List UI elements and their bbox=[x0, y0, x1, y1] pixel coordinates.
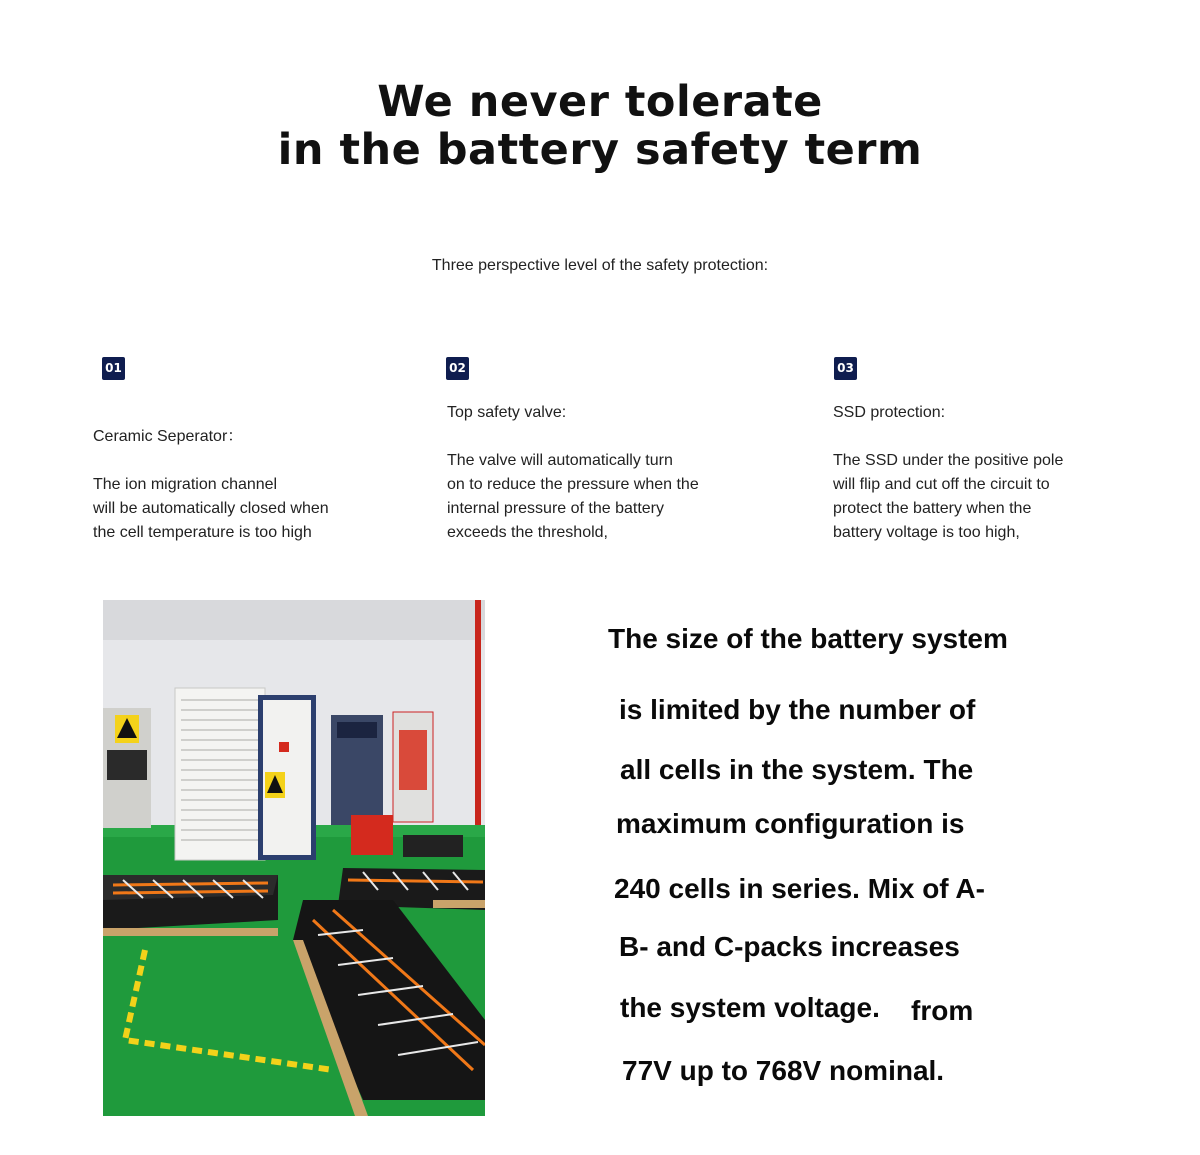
title-line-1: We never tolerate bbox=[377, 77, 823, 127]
feature-3-desc-line: will flip and cut off the circuit to bbox=[833, 476, 1050, 493]
feature-3-description bbox=[833, 449, 1063, 545]
system-text-line-1: The size of the battery system bbox=[608, 623, 1008, 654]
feature-3-desc-line: protect the battery when the bbox=[833, 500, 1032, 517]
system-text-line-7b: from bbox=[911, 995, 974, 1026]
system-text-line-8: 77V up to 768V nominal. bbox=[622, 1055, 945, 1086]
feature-3 bbox=[833, 401, 1063, 545]
feature-1-description bbox=[93, 473, 329, 545]
feature-3-title: SSD protection: bbox=[833, 404, 946, 421]
feature-2-desc-line: exceeds the threshold, bbox=[447, 524, 608, 541]
feature-2-desc-line: The valve will automatically turn bbox=[447, 452, 673, 469]
feature-1 bbox=[93, 425, 329, 545]
feature-3-desc-line: battery voltage is too high, bbox=[833, 524, 1020, 541]
system-text-line-5: 240 cells in series. Mix of A- bbox=[614, 873, 985, 904]
system-text-line-7: the system voltage. bbox=[620, 992, 880, 1023]
page-title bbox=[0, 78, 1200, 174]
system-text-line-4: maximum configuration is bbox=[616, 808, 965, 839]
feature-2 bbox=[447, 401, 699, 545]
feature-1-desc-line: will be automatically closed when bbox=[93, 500, 329, 517]
feature-3-desc-line: The SSD under the positive pole bbox=[833, 452, 1064, 469]
feature-1-desc-line: the cell temperature is too high bbox=[93, 524, 312, 541]
feature-2-desc-line: on to reduce the pressure when the bbox=[447, 476, 699, 493]
feature-2-desc-line: internal pressure of the battery bbox=[447, 500, 665, 517]
feature-1-title: Ceramic Seperator： bbox=[93, 428, 244, 445]
feature-2-number-badge: 02 bbox=[446, 357, 469, 380]
system-text-line-3: all cells in the system. The bbox=[620, 754, 974, 785]
system-text-line-2: is limited by the number of bbox=[619, 694, 976, 725]
system-text-line-6: B- and C-packs increases bbox=[619, 931, 960, 962]
feature-2-title: Top safety valve: bbox=[447, 404, 567, 421]
title-line-2: in the battery safety term bbox=[277, 125, 923, 175]
feature-2-description bbox=[447, 449, 699, 545]
feature-1-desc-line: The ion migration channel bbox=[93, 476, 278, 493]
feature-3-number-badge: 03 bbox=[834, 357, 857, 380]
battery-system-photo bbox=[103, 600, 485, 1116]
feature-1-number-badge: 01 bbox=[102, 357, 125, 380]
subtitle: Three perspective level of the safety protection: bbox=[431, 257, 769, 274]
